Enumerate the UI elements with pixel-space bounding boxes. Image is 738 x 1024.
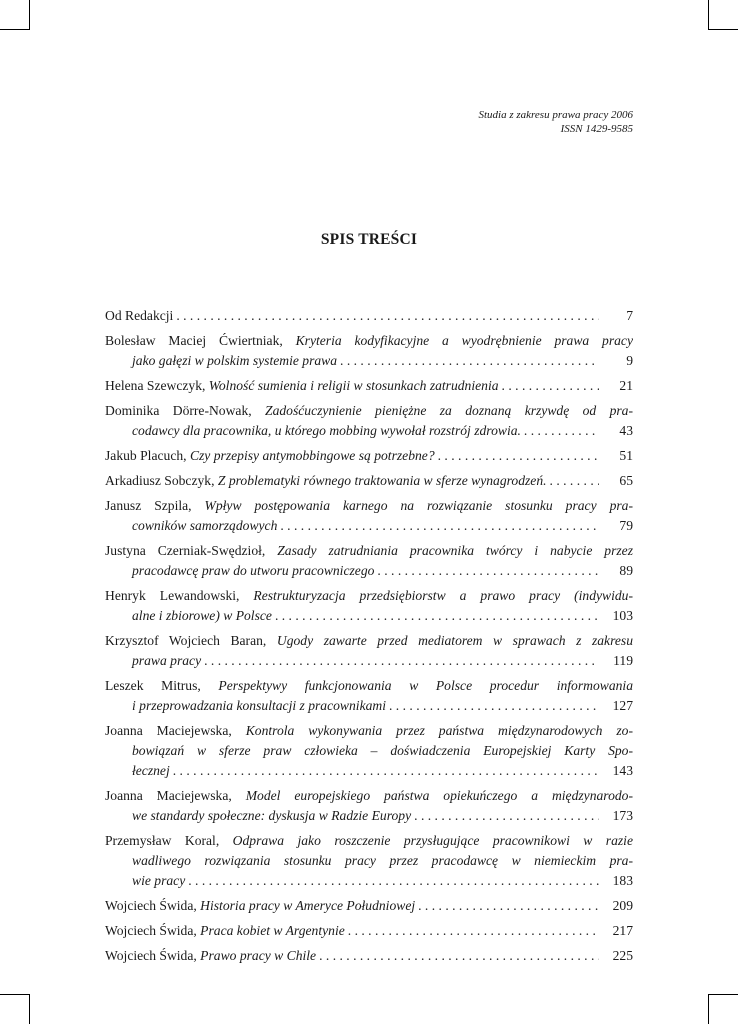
toc-leader-dots [170,761,599,781]
toc-entry-text [105,788,633,803]
toc-entry-text [105,446,435,466]
crop-mark-top-left-horizontal [0,29,30,30]
toc-entry-line [105,541,633,561]
toc-entry-text [105,588,633,603]
page-title: SPIS TREŚCI [320,231,418,248]
crop-mark-top-left-vertical [29,0,30,30]
toc-author: Wojciech Świda, [105,948,201,963]
toc-title: Odprawa jako roszczenie przysługujące pracownikowi w razie [232,833,633,848]
toc-entry-text [105,543,633,558]
toc-leader-dots [547,471,599,491]
toc-entry-line [105,871,633,891]
toc-entry-line [105,806,633,826]
toc-entry-text [105,833,633,848]
toc-entry-text [132,516,277,536]
toc-entry-line [105,351,633,371]
toc-entry [105,721,633,781]
toc-entry-line [105,651,633,671]
toc-title: Czy przepisy antymobbingowe są potrzebne? [189,448,435,463]
toc-leader-dots [201,651,599,671]
toc-entry-text [132,761,170,781]
toc-title: wadliwego rozwiązania stosunku pracy przez pracodawcę w niemieckim pra- [132,853,633,868]
running-header [478,108,633,136]
toc-entry-text [132,606,272,626]
toc-page-number: 217 [612,923,633,938]
toc-title: łecznej [132,763,170,778]
crop-mark-bottom-right-vertical [708,994,709,1024]
toc-entry-line [105,921,633,941]
toc-leader-dots [415,896,599,916]
toc-author: Joanna Maciejewska, [105,788,246,803]
toc-entry [105,401,633,441]
toc-page-number: 7 [626,308,633,323]
toc-page-number: 103 [612,608,633,623]
toc-title: Perspektywy funkcjonowania w Polsce procedur informowania [218,678,633,693]
toc-author: Joanna Maciejewska, [105,723,246,738]
toc-entry [105,831,633,891]
toc-title: cowników samorządowych [132,518,278,533]
toc-title: we standardy społeczne: dyskusja w Radzie Europy [132,808,412,823]
toc-leader-dots [386,696,599,716]
toc-leader-dots [277,516,599,536]
toc-entry-text [105,471,547,491]
toc-entry [105,786,633,826]
toc-entry-line [105,786,633,806]
toc-title: jako gałęzi w polskim systemie prawa [132,353,338,368]
toc-entry-line [105,761,633,781]
toc-entry-line [105,851,633,871]
toc-entry-text [105,333,633,348]
table-of-contents [105,306,633,971]
toc-title: Prawo pracy w Chile [200,948,317,963]
toc-entry [105,631,633,671]
toc-title: wie pracy [132,873,186,888]
toc-title: prawa pracy [132,653,202,668]
toc-entry-text [105,921,345,941]
toc-leader-dots [316,946,599,966]
toc-author: Wojciech Świda, [105,898,201,913]
toc-entry [105,446,633,466]
issn: ISSN 1429-9585 [560,123,633,135]
toc-title: Zadośćuczynienie pieniężne za doznaną krzywdę od pra- [265,403,633,418]
toc-entry-text [105,946,316,966]
journal-title: Studia z zakresu prawa pracy 2006 [478,109,633,121]
toc-entry-text [105,376,499,396]
toc-title: i przeprowadzania konsultacji z pracownikami [132,698,386,713]
toc-title: alne i zbiorowe) w Polsce [132,608,272,623]
toc-title: Historia pracy w Ameryce Południowej [200,898,416,913]
toc-title: Kontrola wykonywania przez państwa międzynarodowych zo- [245,723,633,738]
toc-author: Jakub Placuch, [105,448,190,463]
toc-entry-text [105,498,633,513]
crop-mark-bottom-left-vertical [29,994,30,1024]
toc-entry-line [105,696,633,716]
toc-leader-dots [337,351,599,371]
toc-author: Helena Szewczyk, [105,378,209,393]
toc-entry-text [105,896,415,916]
toc-leader-dots [185,871,599,891]
toc-leader-dots [435,446,599,466]
toc-leader-dots [499,376,599,396]
toc-entry-line [105,376,633,396]
toc-page-number: 143 [612,763,633,778]
toc-title: Z problematyki równego traktowania w sferze wynagrodzeń. [217,473,547,488]
toc-entry-text [132,806,411,826]
toc-title: pracodawcę praw do utworu pracowniczego [132,563,375,578]
toc-entry-line [105,676,633,696]
toc-page-number: 21 [619,378,633,393]
toc-page-number: 209 [612,898,633,913]
toc-entry [105,306,633,326]
toc-leader-dots [272,606,599,626]
toc-page-number: 43 [619,423,633,438]
toc-entry [105,586,633,626]
toc-entry-line [105,831,633,851]
toc-entry-text [105,723,633,738]
toc-entry-text [105,678,633,693]
toc-entry-line [105,421,633,441]
toc-entry-line [105,741,633,761]
toc-entry-text [132,743,633,758]
crop-mark-top-right-vertical [708,0,709,30]
toc-entry-text [132,421,521,441]
toc-title: Restrukturyzacja przedsiębiorstw a prawo pracy (indywidu- [253,588,633,603]
toc-entry-line [105,631,633,651]
toc-author: Arkadiusz Sobczyk, [105,473,218,488]
toc-title: bowiązań w sferze praw człowieka – doświadczenia Europejskiej Karty Spo- [132,743,633,758]
toc-author: Od Redakcji [105,308,174,323]
toc-page-number: 79 [619,518,633,533]
toc-title: Ugody zawarte przed mediatorem w sprawach z zakresu [276,633,633,648]
toc-entry [105,331,633,371]
toc-page-number: 119 [613,653,633,668]
toc-entry [105,896,633,916]
toc-title: Zasady zatrudniania pracownika twórcy i nabycie przez [277,543,633,558]
toc-entry-line [105,471,633,491]
toc-leader-dots [173,306,599,326]
toc-leader-dots [345,921,599,941]
toc-entry [105,676,633,716]
toc-page-number: 225 [612,948,633,963]
toc-entry-line [105,606,633,626]
toc-entry-text [132,651,201,671]
toc-author: Janusz Szpila, [105,498,205,513]
toc-entry-text [105,403,633,418]
crop-mark-top-right-horizontal [708,29,738,30]
toc-entry-text [105,633,633,648]
toc-page-number: 89 [619,563,633,578]
toc-title: Praca kobiet w Argentynie [200,923,345,938]
toc-page-number: 65 [619,473,633,488]
toc-page-number: 51 [619,448,633,463]
toc-leader-dots [374,561,599,581]
toc-entry-text [132,696,386,716]
toc-entry-line [105,401,633,421]
toc-entry-text [132,351,337,371]
toc-author: Bolesław Maciej Ćwiertniak, [105,333,296,348]
toc-title: codawcy dla pracownika, u którego mobbing wywołał rozstrój zdrowia. [132,423,521,438]
toc-title: Wpływ postępowania karnego na rozwiązanie stosunku pracy pra- [204,498,633,513]
toc-page-number: 127 [612,698,633,713]
toc-entry [105,541,633,581]
toc-leader-dots [411,806,599,826]
toc-entry-line [105,561,633,581]
toc-author: Krzysztof Wojciech Baran, [105,633,277,648]
toc-entry-line [105,896,633,916]
toc-entry-text [105,306,173,326]
toc-entry-text [132,561,374,581]
toc-page-number: 173 [612,808,633,823]
toc-author: Dominika Dörre-Nowak, [105,403,266,418]
toc-entry-line [105,721,633,741]
toc-author: Leszek Mitrus, [105,678,219,693]
toc-author: Przemysław Koral, [105,833,233,848]
toc-entry [105,496,633,536]
toc-page-number: 183 [612,873,633,888]
toc-author: Henryk Lewandowski, [105,588,254,603]
toc-entry [105,946,633,966]
toc-entry-text [132,871,185,891]
toc-entry-line [105,306,633,326]
toc-entry-line [105,496,633,516]
toc-entry-line [105,586,633,606]
toc-title: Kryteria kodyfikacyjne a wyodrębnienie prawa pracy [295,333,633,348]
toc-title: Wolność sumienia i religii w stosunkach zatrudnienia [208,378,499,393]
toc-leader-dots [521,421,599,441]
toc-entry-line [105,331,633,351]
toc-entry-line [105,516,633,536]
toc-entry [105,471,633,491]
crop-mark-bottom-right-horizontal [708,994,738,995]
toc-entry-text [132,853,633,868]
toc-entry-line [105,946,633,966]
crop-mark-bottom-left-horizontal [0,994,30,995]
toc-entry [105,376,633,396]
toc-author: Justyna Czerniak-Swędzioł, [105,543,278,558]
toc-entry-line [105,446,633,466]
toc-title: Model europejskiego państwa opiekuńczego a międzynarodo- [245,788,633,803]
toc-page-number: 9 [626,353,633,368]
toc-entry [105,921,633,941]
toc-author: Wojciech Świda, [105,923,201,938]
